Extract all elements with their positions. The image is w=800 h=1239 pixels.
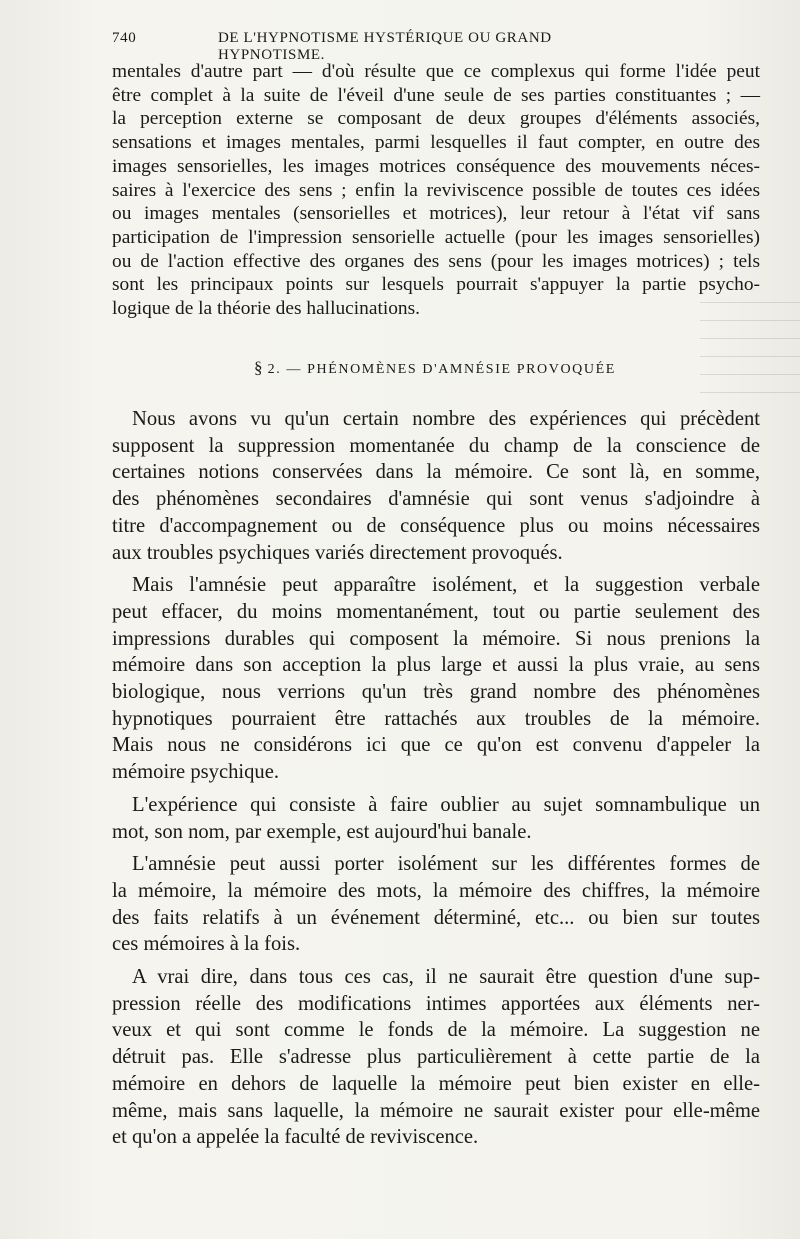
text-line: mémoire en dehors de laquelle la mémoire peut bien exister en elle- bbox=[112, 1072, 760, 1095]
text-line: Mais nous ne considérons ici que ce qu'on est convenu d'appeler la bbox=[112, 734, 760, 757]
paragraph bbox=[112, 572, 760, 786]
section-number: 2. bbox=[267, 362, 282, 377]
text-line: mémoire dans son acception la plus large et aussi la plus vraie, au sens bbox=[112, 654, 760, 677]
text-line: des phénomènes secondaires d'amnésie qui sont venus s'adjoindre à bbox=[112, 488, 760, 511]
text-line: participation de l'impression sensorielle actuelle (pour les images sensorielles) bbox=[112, 226, 760, 248]
text-line: hypnotiques pourraient être rattachés aux troubles de la mémoire. bbox=[112, 707, 760, 730]
text-line: veux et qui sont comme le fonds de la mémoire. La suggestion ne bbox=[112, 1019, 760, 1042]
text-line: même, mais sans laquelle, la mémoire ne saurait exister pour elle-même bbox=[112, 1099, 760, 1122]
text-line: ou images mentales (sensorielles et motrices), leur retour à l'état vif sans bbox=[112, 203, 760, 225]
page-header bbox=[112, 30, 662, 63]
text-line: mentales d'autre part — d'où résulte que ce complexus qui forme l'idée peut bbox=[112, 61, 760, 82]
text-line: titre d'accompagnement ou de conséquence plus ou moins nécessaires bbox=[112, 514, 760, 537]
text-line: pression réelle des modifications intimes apportées aux éléments ner- bbox=[112, 992, 760, 1015]
text-line: supposent la suppression momentanée du champ de la conscience de bbox=[112, 434, 760, 457]
section-sign: § bbox=[254, 358, 263, 377]
section-body bbox=[112, 406, 760, 1151]
text-line: des faits relatifs à un événement déterminé, etc... ou bien sur toutes bbox=[112, 906, 760, 929]
text-line: Nous avons vu qu'un certain nombre des expériences qui précèdent bbox=[132, 408, 760, 430]
text-line: L'amnésie peut aussi porter isolément sur les différentes formes de bbox=[132, 853, 760, 876]
text-line: impressions durables qui composent la mémoire. Si nous prenions la bbox=[112, 627, 760, 650]
text-line: A vrai dire, dans tous ces cas, il ne saurait être question d'une sup- bbox=[132, 966, 760, 989]
paragraph bbox=[112, 851, 760, 958]
text-line: Mais l'amnésie peut apparaître isolément, et la suggestion verbale bbox=[132, 574, 760, 597]
text-line: ces mémoires à la fois. bbox=[112, 933, 301, 956]
running-title: DE L'HYPNOTISME HYSTÉRIQUE OU GRAND HYPNOTISME. bbox=[218, 30, 552, 63]
text-line: la mémoire, la mémoire des mots, la mémoire des chiffres, la mémoire bbox=[112, 879, 760, 902]
text-line: logique de la théorie des hallucinations. bbox=[112, 298, 421, 320]
paragraph bbox=[112, 964, 760, 1151]
text-line: aux troubles psychiques variés directement provoqués. bbox=[112, 541, 563, 564]
section-dash: — bbox=[286, 362, 303, 377]
text-line: sensations et images mentales, parmi lesquelles il faut compter, en outre des bbox=[112, 132, 760, 154]
text-line: et qu'on a appelée la faculté de reviviscence. bbox=[112, 1126, 479, 1149]
text-line: sont les principaux points sur lesquels pourrait s'appuyer la partie psycho- bbox=[112, 274, 760, 296]
show-through-texture bbox=[700, 285, 800, 395]
text-line: peut effacer, du moins momentanément, tout ou partie seulement des bbox=[112, 600, 760, 623]
text-line: ou de l'action effective des organes des sens (pour les images motrices) ; tels bbox=[112, 250, 760, 272]
paragraph bbox=[112, 406, 760, 566]
text-line: mémoire psychique. bbox=[112, 761, 279, 784]
text-line: biologique, nous verrions qu'un très grand nombre des phénomènes bbox=[112, 681, 760, 704]
section-title: PHÉNOMÈNES D'AMNÉSIE PROVOQUÉE bbox=[307, 362, 616, 377]
text-line: la perception externe se composant de deux groupes d'éléments associés, bbox=[112, 108, 760, 130]
text-line: mot, son nom, par exemple, est aujourd'hui banale. bbox=[112, 820, 532, 843]
page-number: 740 bbox=[112, 30, 137, 46]
text-line: L'expérience qui consiste à faire oublier au sujet somnambulique un bbox=[132, 793, 760, 816]
text-line: détruit pas. Elle s'adresse plus particulièrement à cette partie de la bbox=[112, 1046, 760, 1069]
paragraph bbox=[112, 792, 760, 845]
section-heading bbox=[254, 358, 616, 378]
paragraph-continued bbox=[112, 60, 760, 321]
text-line: certaines notions conservées dans la mémoire. Ce sont là, en somme, bbox=[112, 461, 760, 484]
text-line: images sensorielles, les images motrices conséquence des mouvements néces- bbox=[112, 155, 760, 177]
text-line: saires à l'exercice des sens ; enfin la reviviscence possible de toutes ces idées bbox=[112, 179, 760, 201]
text-line: être complet à la suite de l'éveil d'une seule de ses parties constituantes ; — bbox=[112, 84, 760, 106]
